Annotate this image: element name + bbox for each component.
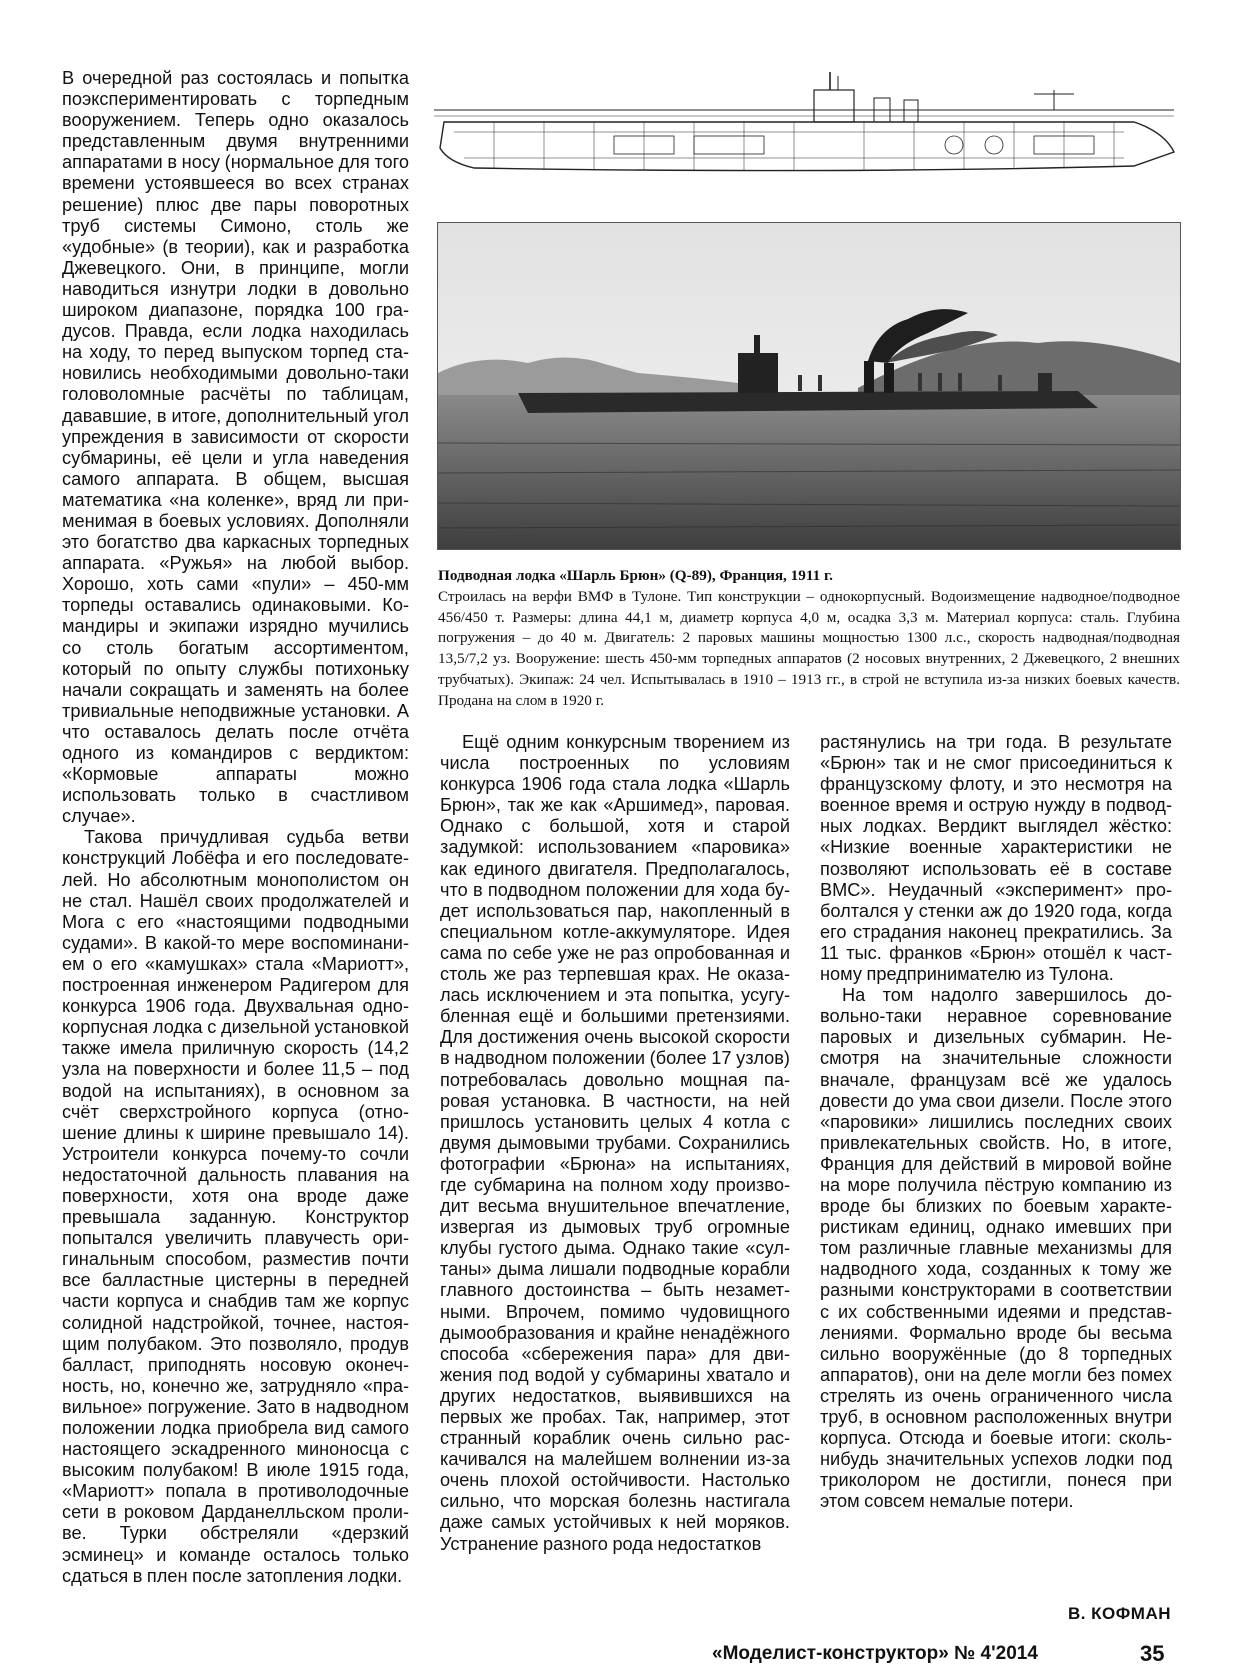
paragraph: На том надолго завершилось довольно-таки неравное соревнование паровых и дизельных субмарин. Несмотря на значительные сложности вначале, французам всё же удалось довести до ума свои дизели. После этого «паровики» лишились последних своих привлекательных свойств. Но, в итоге, Франция для действий в мировой войне на море получила пёструю компанию из вроде бы близких по боевым характеристикам единиц, однако имевших при том различные главные механизмы для надводного хода, созданных к тому же разными конструкторами в соответствии с их собственными идеями и представлениями. Формально вроде бы весьма сильно вооружённые (до 8 торпедных аппаратов), они на деле могли без помех стрелять из очень ограниченного числа труб, в основном расположенных внутри корпуса. Отсюда и боевые итоги: скольнибудь значительных успехов лодки под триколором не достигли, понеся при этом совсем немалые потери.: [820, 985, 1172, 1512]
author-signature: В. КОФМАН: [1067, 1604, 1171, 1623]
paragraph: Ещё одним конкурсным творением из числа построенных по условиям конкурса 1906 года стала лодка «Шарль Брюн», так же как «Аршимед», паровая. Однако с большой, хотя и старой задумкой: использованием «паровика» как единого двигателя. Предполагалось, что в подводном положении для хода будет использоваться пар, накопленный в специальном котле-аккумуляторе. Идея сама по себе уже не раз опробованная и столь же раз терпевшая крах. Не оказалась исключением и эта попытка, усугубленная ещё и большими претензиями. Для достижения очень высокой скорости в надводном положении (более 17 узлов) потребовалась довольно мощная паровая установка. В частности, на ней пришлось установить целых 4 котла с двумя дымовыми трубами. Сохранились фотографии «Брюна» на испытаниях, где субмарина на полном ходу производит весьма внушительное впечатление, извергая из дымовых труб огромные клубы густого дыма. Однако такие «султаны» дыма лишали подводные корабли главного достоинства – быть незаметными. Впрочем, помимо чудовищного дымообразования и крайне ненадёжного способа «сбережения пара» для движения под водой у субмарины хватало и других недостатков, выявившихся на первых же пробах. Так, например, этот странный кораблик очень сильно раскачивался на малейшем волнении из-за очень плохой остойчивости. Настолько сильно, что морская болезнь настигала даже самых устойчивых к ней моряков. Устранение разного рода недостатков: [440, 732, 790, 1554]
text-column-2: [440, 732, 790, 1555]
caption-title: Подводная лодка «Шарль Брюн» (Q-89), Франция, 1911 г.: [438, 567, 833, 584]
caption-text: Строилась на верфи ВМФ в Тулоне. Тип конструкции – однокорпусный. Водоизмещение надводное/подводное 456/450 т. Размеры: длина 44,1 м, диаметр корпуса 4,0 м, осадка 3,3 м. Материал корпуса: сталь. Глубина погружения – до 40 м. Двигатель: 2 паровых машины мощностью 1300 л.с., скорость надводная/подводная 13,5/7,2 уз. Вооружение: шесть 450-мм торпедных аппаратов (2 носовых внутренних, 2 Джевецкого, 2 внешних трубчатых). Экипаж: 24 чел. Испытывалась в 1910 – 1913 гг., в строй не вступила из-за низких боевых качеств. Продана на слом в 1920 г.: [438, 587, 1180, 709]
paragraph: В очередной раз состоялась и попытка поэкспериментировать с торпедным вооружением. Теперь одно оказалось представленным двумя внутренними аппаратами в носу (нормальное для того времени устоявшееся во всех странах решение) плюс две пары поворотных труб системы Симоно, столь же «удобные» (в теории), как и разработка Джевецкого. Они, в принципе, могли наводиться изнутри лодки в довольно широком диапазоне, порядка 100 градусов. Правда, если лодка находилась на ходу, то перед выпуском торпед становились необходимыми довольно-таки головоломные расчёты по таблицам, дававшие, в итоге, дополнительный угол упреждения в зависимости от скорости субмарины, её цели и угла наведения самого аппарата. В общем, высшая математика «на коленке», вряд ли применимая в боевых условиях. Дополняли это богатство два каркасных торпедных аппарата. «Ружья» на любой выбор. Хорошо, хоть сами «пули» – 450-мм торпеды оставались одинаковыми. Командиры и экипажи изрядно мучились со столь богатым ассортиментом, который по опыту службы потихоньку начали сокращать и заменять на более тривиальные неподвижные установки. А что оставалось делать после отчёта одного из командиров с вердиктом: «Кормовые аппараты можно использовать только в счастливом случае».: [62, 68, 409, 827]
magazine-footer: «Моделист-конструктор» № 4'2014: [712, 1643, 1038, 1664]
text-column-1: [62, 68, 409, 1587]
submarine-profile-drawing: [434, 70, 1179, 200]
submarine-photo: [437, 222, 1181, 550]
paragraph: растянулись на три года. В результате «Брюн» так и не смог присоединиться к французскому флоту, и это несмотря на военное время и острую нужду в подводных лодках. Вердикт выглядел жёстко: «Низкие военные характеристики не позволяют использовать её в составе ВМС». Неудачный «эксперимент» проболтался у стенки аж до 1920 года, когда его страдания наконец прекратились. За 11 тыс. франков «Брюн» отошёл к частному предпринимателю из Тулона.: [820, 732, 1172, 985]
text-column-3: [820, 732, 1172, 1512]
paragraph: Такова причудливая судьба ветви конструкций Лобёфа и его последователей. Но абсолютным монополистом он не стал. Нашёл своих продолжателей и Мога с его «настоящими подводными судами». В какой-то мере воспоминанием о его «камушках» стала «Мариотт», построенная инженером Радигером для конкурса 1906 года. Двухвальная однокорпусная лодка с дизельной установкой также имела приличную скорость (14,2 узла на поверхности и более 11,5 – под водой на испытаниях), в основном за счёт сверхстройного корпуса (отношение длины к ширине превышало 14). Устроители конкурса почему-то сочли недостаточной дальность плавания на поверхности, хотя она вроде даже превышала заданную. Конструктор попытался увеличить плавучесть оригинальным способом, разместив почти все балластные цистерны в передней части корпуса и снабдив там же корпус солидной надстройкой, точнее, настоящим полубаком. Это позволяло, продув балласт, приподнять носовую оконечность, но, конечно же, затрудняло «правильное» погружение. Зато в надводном положении лодка приобрела вид самого настоящего эскадренного миноносца с высоким полубаком! В июле 1915 года, «Мариотт» попала в противолодочные сети в роковом Дарданелльском проливе. Турки обстреляли «дерзкий эсминец» и команде осталось только сдаться в плен после затопления лодки.: [62, 827, 409, 1586]
photo-caption: [438, 566, 1180, 712]
page-number: 35: [1140, 1641, 1165, 1666]
